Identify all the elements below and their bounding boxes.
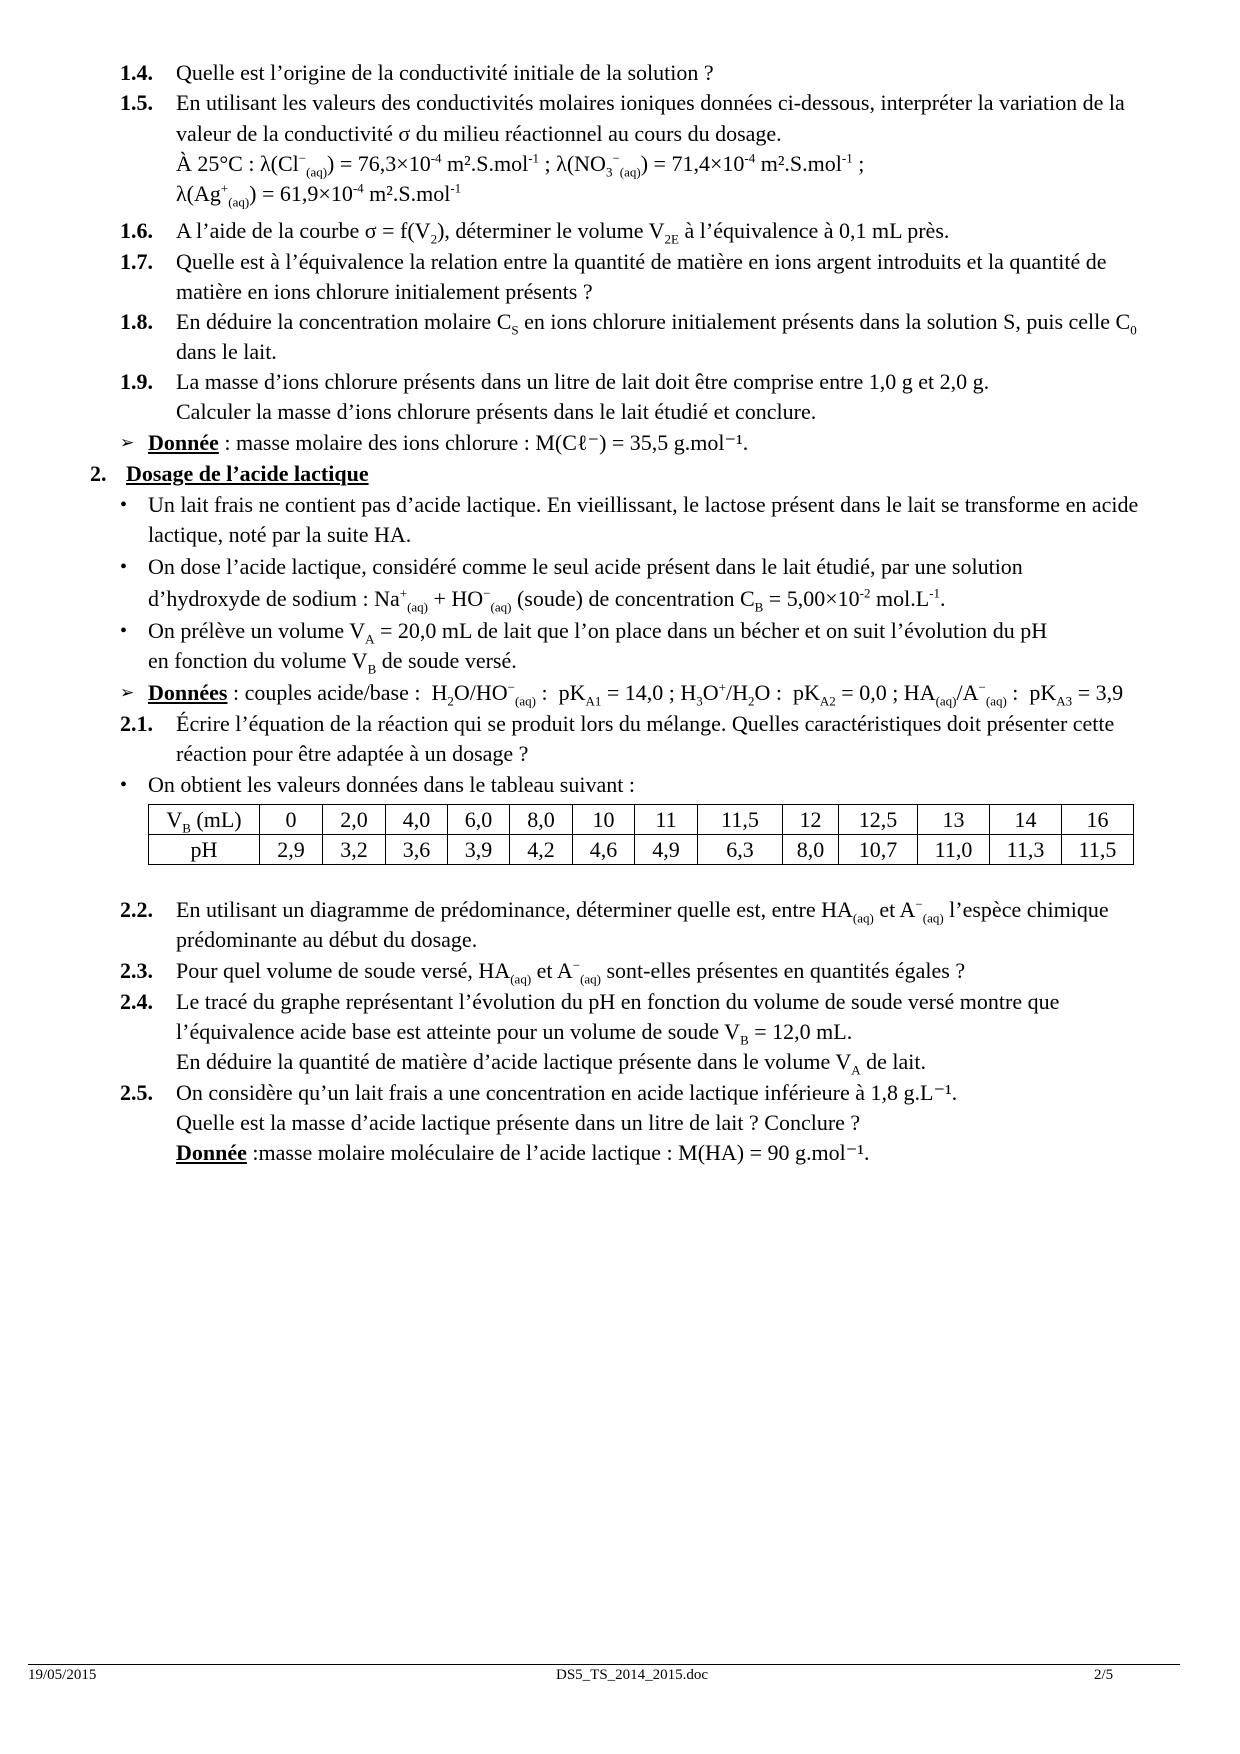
bullet-icon: • bbox=[120, 774, 128, 796]
arrow-bullet-icon: ➢ bbox=[120, 683, 135, 702]
question-2-2-line2: prédominante au début du dosage. bbox=[176, 927, 478, 952]
table-cell: 10 bbox=[573, 805, 635, 835]
table-cell: 12,5 bbox=[839, 805, 918, 835]
section-number: 2. bbox=[90, 461, 107, 486]
footer-filename: DS5_TS_2014_2015.doc bbox=[556, 1667, 709, 1683]
question-number: 1.9. bbox=[120, 369, 153, 394]
footer-divider bbox=[28, 1664, 1180, 1665]
question-1-8-line1: En déduire la concentration molaire $C_S$ en ions chlorure initialement présents dans la solution S, puis celle $C_0$ bbox=[176, 309, 1137, 338]
table-row bbox=[149, 835, 1134, 865]
conductivity-values-line1: À 25°C : $\lambda(Cl^-_{(aq)}) = 76,3\times 10^{-4}$ m².S.mol$^{-1}$ ; $\lambda(NO_3^-_{(aq)}) = 71,4\times 10^{-4}$ m².S.mol$^{-1}$ ; bbox=[176, 150, 865, 180]
question-2-2-line1: En utilisant un diagramme de prédominance, déterminer quelle est, entre $HA_{(aq)}$ et $A^-_{(aq)}$ l’espèce chimique bbox=[176, 896, 1109, 926]
question-1-9-line1: La masse d’ions chlorure présents dans un litre de lait doit être comprise entre 1,0 g et 2,0 g. bbox=[176, 369, 990, 394]
section-title: Dosage de l’acide lactique bbox=[126, 461, 369, 486]
question-2-4-line3: En déduire la quantité de matière d’acide lactique présente dans le volume $V_A$ de lait. bbox=[176, 1049, 926, 1078]
question-1-7-line2: matière en ions chlorure initialement présents ? bbox=[176, 279, 593, 304]
table-cell: 10,7 bbox=[839, 835, 918, 865]
table-cell: 2,0 bbox=[323, 805, 386, 835]
question-1-9-line2: Calculer la masse d’ions chlorure présents dans le lait étudié et conclure. bbox=[176, 399, 817, 424]
question-number: 1.8. bbox=[120, 309, 153, 334]
question-1-8-line2: dans le lait. bbox=[176, 339, 277, 364]
table-cell: 8,0 bbox=[510, 805, 573, 835]
table-row bbox=[149, 805, 1134, 835]
question-number: 2.3. bbox=[120, 958, 153, 983]
table-cell: 6,3 bbox=[698, 835, 783, 865]
footer-page-number: 2/5 bbox=[1094, 1667, 1114, 1683]
question-1-7-line1: Quelle est à l’équivalence la relation entre la quantité de matière en ions argent introduits et la quantité de bbox=[176, 249, 1107, 274]
question-1-6-text: A l’aide de la courbe $\sigma = f(V_2)$, déterminer le volume $V_{2E}$ à l’équivalence à 0,1 mL près. bbox=[176, 218, 950, 247]
table-cell: 0 bbox=[260, 805, 323, 835]
table-cell: 11,0 bbox=[918, 835, 990, 865]
table-cell: 2,9 bbox=[260, 835, 323, 865]
footer-date: 19/05/2015 bbox=[28, 1667, 97, 1683]
bullet-1-line2: lactique, noté par la suite HA. bbox=[148, 522, 412, 547]
table-cell: 11,5 bbox=[1062, 835, 1134, 865]
bullet-icon: • bbox=[120, 494, 128, 516]
question-number: 1.6. bbox=[120, 218, 153, 243]
arrow-bullet-icon: ➢ bbox=[120, 433, 135, 452]
table-cell: 11 bbox=[635, 805, 698, 835]
question-2-4-line2: l’équivalence acide base est atteinte pour un volume de soude $V_B = 12,0$ mL. bbox=[176, 1019, 853, 1048]
table-cell: 13 bbox=[918, 805, 990, 835]
bullet-4-text: On obtient les valeurs données dans le tableau suivant : bbox=[148, 772, 635, 797]
table-cell: 11,5 bbox=[698, 805, 783, 835]
table-cell: 4,9 bbox=[635, 835, 698, 865]
table-cell: 16 bbox=[1062, 805, 1134, 835]
table-cell: 3,9 bbox=[448, 835, 510, 865]
table-cell: 4,2 bbox=[510, 835, 573, 865]
question-number: 1.7. bbox=[120, 249, 153, 274]
table-cell: 3,2 bbox=[323, 835, 386, 865]
conductivity-values-line2: $\lambda(Ag^+_{(aq)}) = 61,9\times 10^{-4}$ m².S.mol$^{-1}$ bbox=[176, 180, 462, 210]
question-number: 2.5. bbox=[120, 1080, 153, 1105]
table-cell: 4,0 bbox=[386, 805, 448, 835]
question-2-1-line2: réaction pour être adaptée à un dosage ? bbox=[176, 741, 529, 766]
question-number: 1.5. bbox=[120, 90, 153, 115]
table-cell: 12 bbox=[783, 805, 839, 835]
question-2-5-line2: Quelle est la masse d’acide lactique présente dans un litre de lait ? Conclure ? bbox=[176, 1110, 861, 1135]
titration-table bbox=[148, 804, 1134, 865]
bullet-3-line2: en fonction du volume $V_B$ de soude versé. bbox=[148, 648, 517, 677]
question-number: 2.2. bbox=[120, 897, 153, 922]
row-header-ph: pH bbox=[149, 835, 260, 865]
data-note-2: Données : couples acide/base : $H_2O/HO^-_{(aq)}$ : $pK_{A1} = 14,0$ ; $H_3O^+/H_2O$ : $pK_{A2} = 0,0$ ; $HA_{(aq)}/A^-_{(aq)}$ : $pK_{A3} = 3,9$ bbox=[148, 679, 1124, 709]
table-cell: 14 bbox=[990, 805, 1062, 835]
bullet-2-line2: d’hydroxyde de sodium : $Na^+_{(aq)} + HO^-_{(aq)}$ (soude) de concentration $C_B = 5,00\times 10^{-2}$ $mol.L^{-1}$. bbox=[148, 585, 946, 615]
question-1-5-line2: valeur de la conductivité σ du milieu réactionnel au cours du dosage. bbox=[176, 121, 782, 146]
table-cell: 3,6 bbox=[386, 835, 448, 865]
row-header-vb: $V_B$ (mL) bbox=[149, 805, 260, 835]
bullet-1-line1: Un lait frais ne contient pas d’acide lactique. En vieillissant, le lactose présent dans le lait se transforme en acide bbox=[148, 492, 1139, 517]
table-cell: 8,0 bbox=[783, 835, 839, 865]
table-cell: 4,6 bbox=[573, 835, 635, 865]
question-number: 2.1. bbox=[120, 711, 153, 736]
question-2-1-line1: Écrire l’équation de la réaction qui se produit lors du mélange. Quelles caractéristiques doit présenter cette bbox=[176, 711, 1115, 736]
bullet-icon: • bbox=[120, 556, 128, 578]
question-1-4-text: Quelle est l’origine de la conductivité initiale de la solution ? bbox=[176, 60, 714, 85]
question-2-5-data: Donnée :masse molaire moléculaire de l’acide lactique : M(HA) = 90 g.mol⁻¹. bbox=[176, 1140, 870, 1165]
bullet-icon: • bbox=[120, 620, 128, 642]
question-2-3-text: Pour quel volume de soude versé, $HA_{(aq)}$ et $A^-_{(aq)}$ sont-elles présentes en quantités égales ? bbox=[176, 957, 966, 987]
question-number: 2.4. bbox=[120, 989, 153, 1014]
question-1-5-line1: En utilisant les valeurs des conductivités molaires ioniques données ci-dessous, interpréter la variation de la bbox=[176, 90, 1125, 115]
table-cell: 11,3 bbox=[990, 835, 1062, 865]
data-note-1: Donnée : masse molaire des ions chlorure : M(Cℓ⁻) = 35,5 g.mol⁻¹. bbox=[148, 430, 749, 455]
bullet-2-line1: On dose l’acide lactique, considéré comme le seul acide présent dans le lait étudié, par une solution bbox=[148, 554, 1023, 579]
table-cell: 6,0 bbox=[448, 805, 510, 835]
question-number: 1.4. bbox=[120, 60, 153, 85]
question-2-4-line1: Le tracé du graphe représentant l’évolution du pH en fonction du volume de soude versé montre que bbox=[176, 989, 1060, 1014]
bullet-3-line1: On prélève un volume $V_A = 20,0$ mL de lait que l’on place dans un bécher et on suit l’évolution du pH bbox=[148, 618, 1048, 647]
question-2-5-line1: On considère qu’un lait frais a une concentration en acide lactique inférieure à 1,8 g.L⁻¹. bbox=[176, 1080, 958, 1105]
